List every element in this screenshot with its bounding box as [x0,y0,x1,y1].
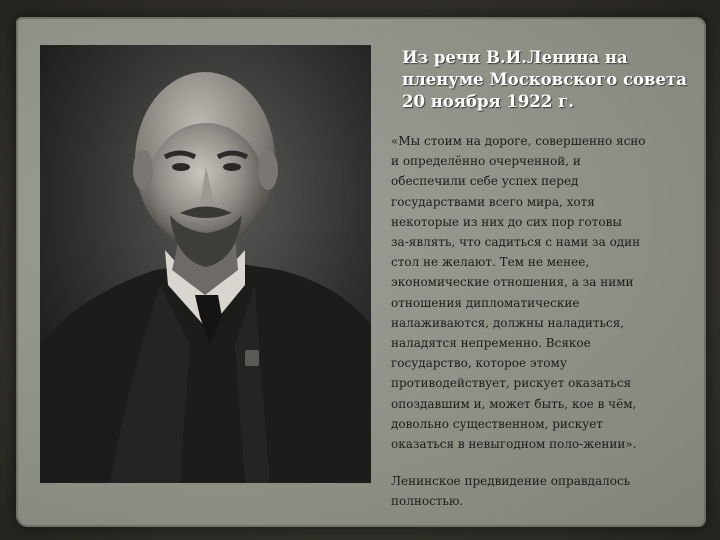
slide-title: Из речи В.И.Ленина на пленуме Московского совета 20 ноября 1922 г. [402,48,687,111]
conclusion-text: Ленинское предвидение оправдалось полностью. [391,474,631,508]
quote-text: «Мы стоим на дороге, совершенно ясно и определённо очерченной, и обеспечили себе успех перед государствами всего мира, хотя некоторые из них до сих пор готовы за-являть, что садиться с нами за один стол не желают. Тем не менее, экономические отношения, а за ними отношения дипломатические налаживаются, должны наладиться, наладятся непременно. Всякое государство, которое этому противодействует, рискует оказаться опоздавшим и, может быть, кое в чём, довольно существенном, рискует оказаться в невыгодном поло-жении». [391,134,646,452]
portrait-photo [40,45,371,483]
